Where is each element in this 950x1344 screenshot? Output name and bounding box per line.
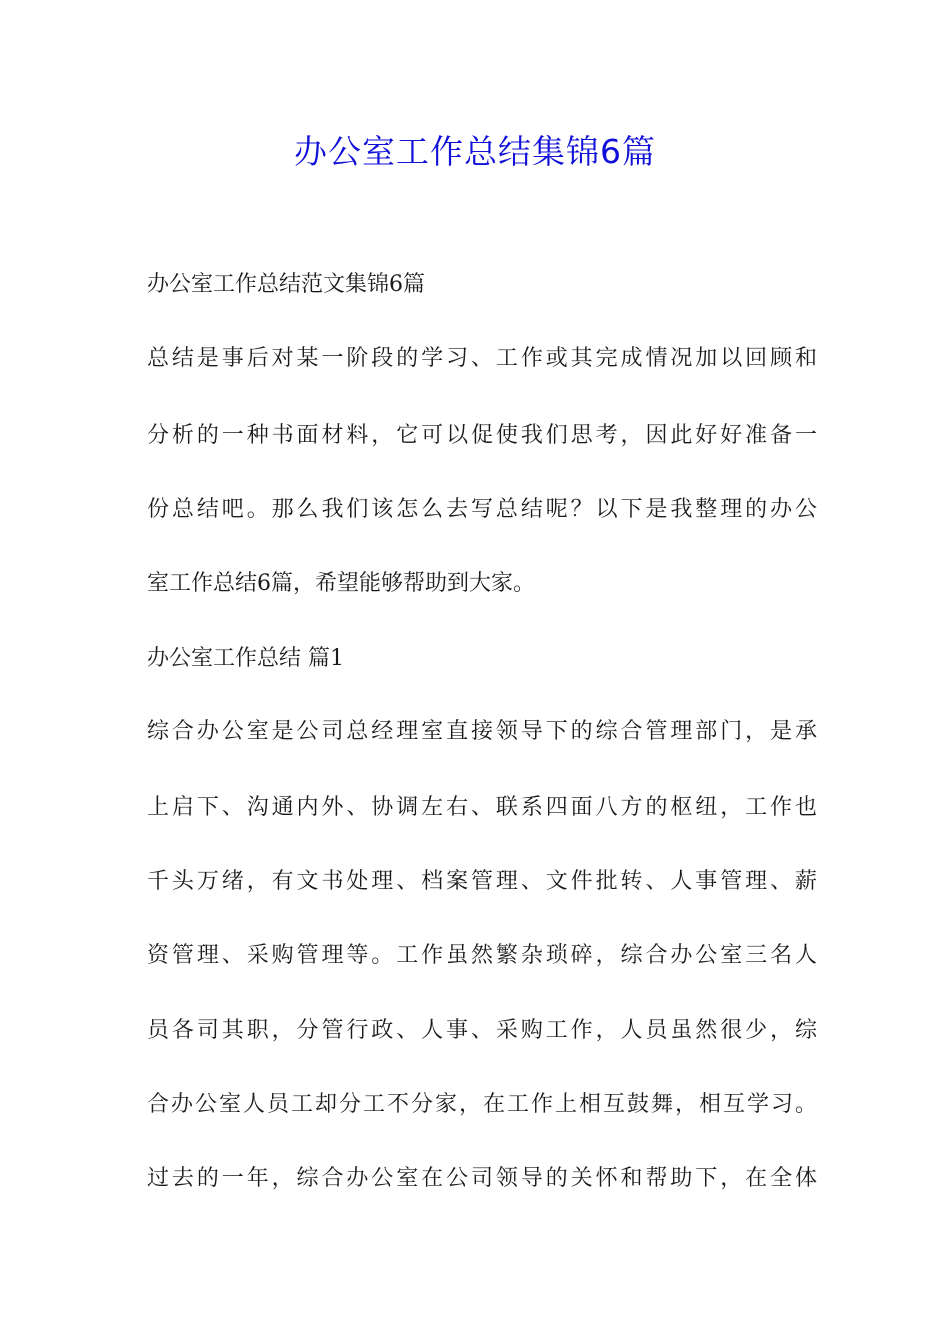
section-heading: 办公室工作总结 篇1 (147, 646, 344, 671)
body-line: 过去的一年，综合办公室在公司领导的关怀和帮助下，在全体 (147, 1166, 817, 1191)
intro-line: 分析的一种书面材料，它可以促使我们思考，因此好好准备一 (147, 423, 817, 448)
subtitle: 办公室工作总结范文集锦6篇 (147, 272, 425, 297)
body-line: 资管理、采购管理等。工作虽然繁杂琐碎，综合办公室三名人 (147, 943, 817, 968)
body-line: 合办公室人员工却分工不分家，在工作上相互鼓舞，相互学习。 (147, 1092, 817, 1117)
body-line: 员各司其职，分管行政、人事、采购工作，人员虽然很少，综 (147, 1018, 817, 1043)
body-line: 综合办公室是公司总经理室直接领导下的综合管理部门，是承 (147, 719, 817, 744)
document-title: 办公室工作总结集锦6篇 (294, 132, 656, 171)
body-line: 千头万绪，有文书处理、档案管理、文件批转、人事管理、薪 (147, 869, 817, 894)
intro-line: 室工作总结6篇，希望能够帮助到大家。 (147, 571, 535, 596)
body-line: 上启下、沟通内外、协调左右、联系四面八方的枢纽，工作也 (147, 795, 817, 820)
intro-line: 总结是事后对某一阶段的学习、工作或其完成情况加以回顾和 (147, 346, 817, 371)
intro-line: 份总结吧。那么我们该怎么去写总结呢？以下是我整理的办公 (147, 497, 817, 522)
